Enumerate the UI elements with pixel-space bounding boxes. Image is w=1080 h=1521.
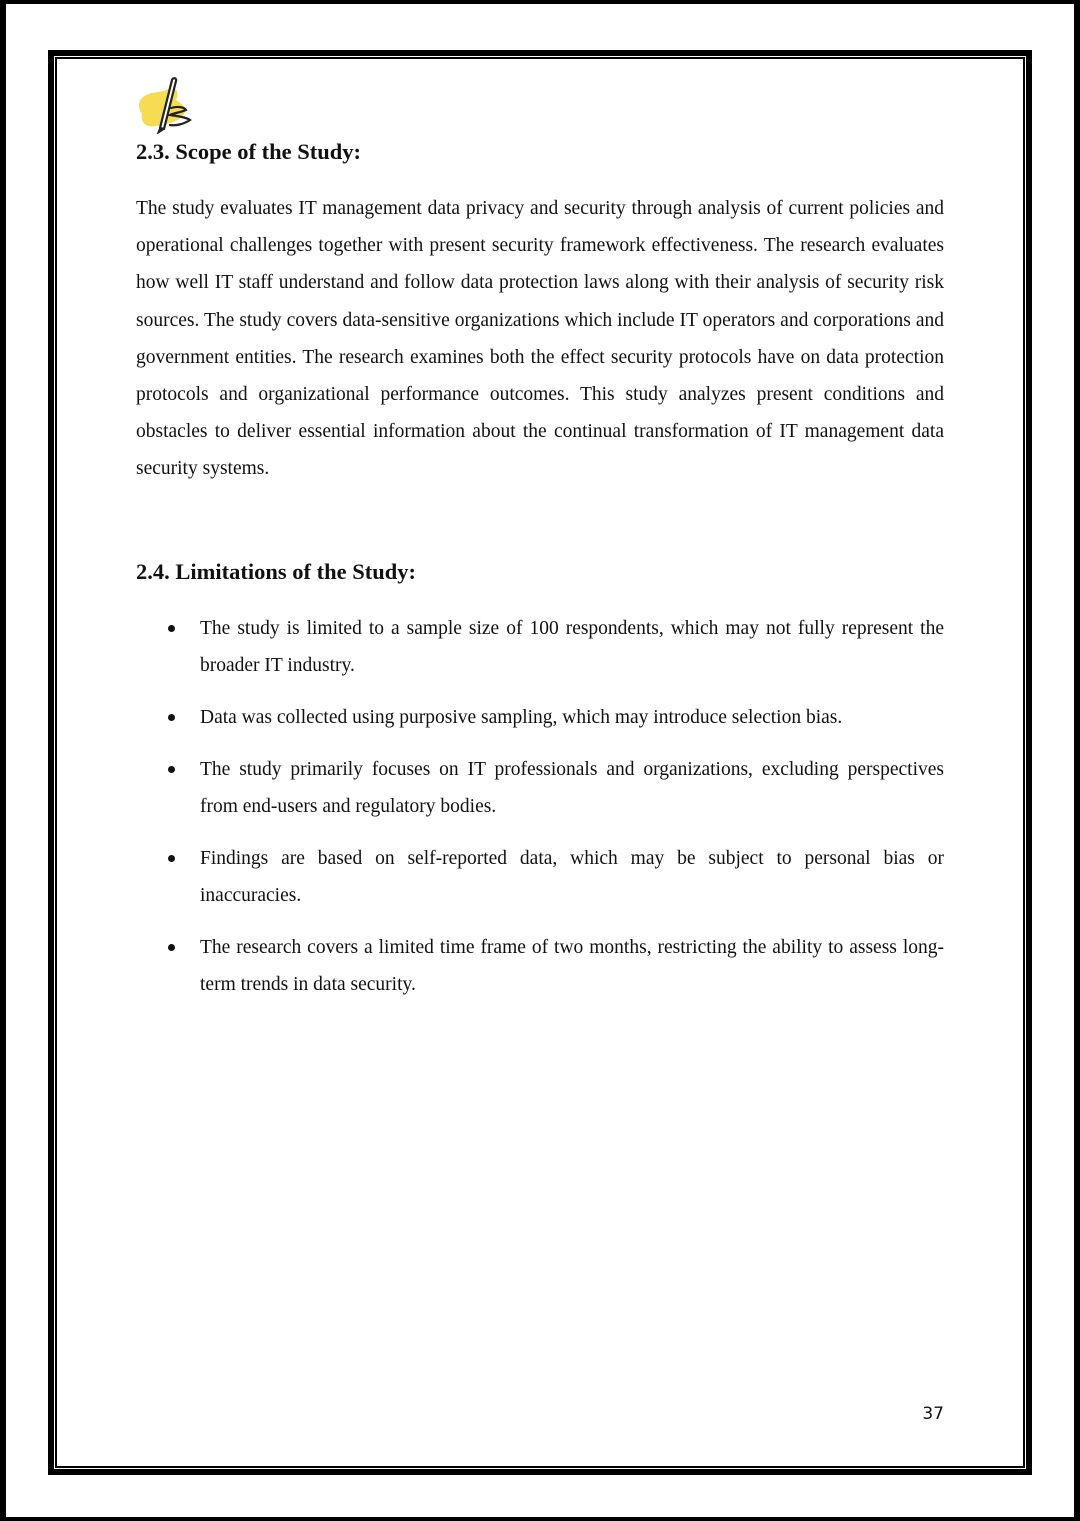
pen-writing-icon	[136, 74, 200, 134]
list-item-text: The study is limited to a sample size of 100 respondents, which may not fully represent the broader IT industry.	[200, 618, 944, 676]
list-item	[136, 699, 944, 736]
bullet-icon	[168, 944, 175, 951]
scope-paragraph: The study evaluates IT management data privacy and security through analysis of current policies and operational challenges together with present security framework effectiveness. The research evaluates how well IT staff understand and follow data protection laws along with their analysis of security risk sources. The study covers data-sensitive organizations which include IT operators and corporations and government entities. The research examines both the effect security protocols have on data protection protocols and organizational performance outcomes. This study analyzes present conditions and obstacles to deliver essential information about the continual transformation of IT management data security systems.	[136, 198, 944, 480]
list-item	[136, 840, 944, 914]
list-item-text: Data was collected using purposive sampling, which may introduce selection bias.	[200, 707, 843, 728]
list-item-text: The research covers a limited time frame of two months, restricting the ability to assess long-term trends in data security.	[200, 937, 944, 995]
page-number: 37	[922, 1404, 944, 1424]
bullet-icon	[168, 625, 175, 632]
list-item	[136, 610, 944, 684]
bullet-icon	[168, 855, 175, 862]
section-heading-scope: 2.3. Scope of the Study:	[136, 139, 362, 164]
bullet-icon	[168, 766, 175, 773]
limitations-list	[136, 610, 944, 1018]
list-item	[136, 929, 944, 1003]
list-item-text: The study primarily focuses on IT professionals and organizations, excluding perspectives from end-users and regulatory bodies.	[200, 759, 944, 817]
list-item	[136, 751, 944, 825]
section-heading-limitations: 2.4. Limitations of the Study:	[136, 559, 417, 584]
list-item-text: Findings are based on self-reported data, which may be subject to personal bias or inaccuracies.	[200, 848, 944, 906]
bullet-icon	[168, 714, 175, 721]
